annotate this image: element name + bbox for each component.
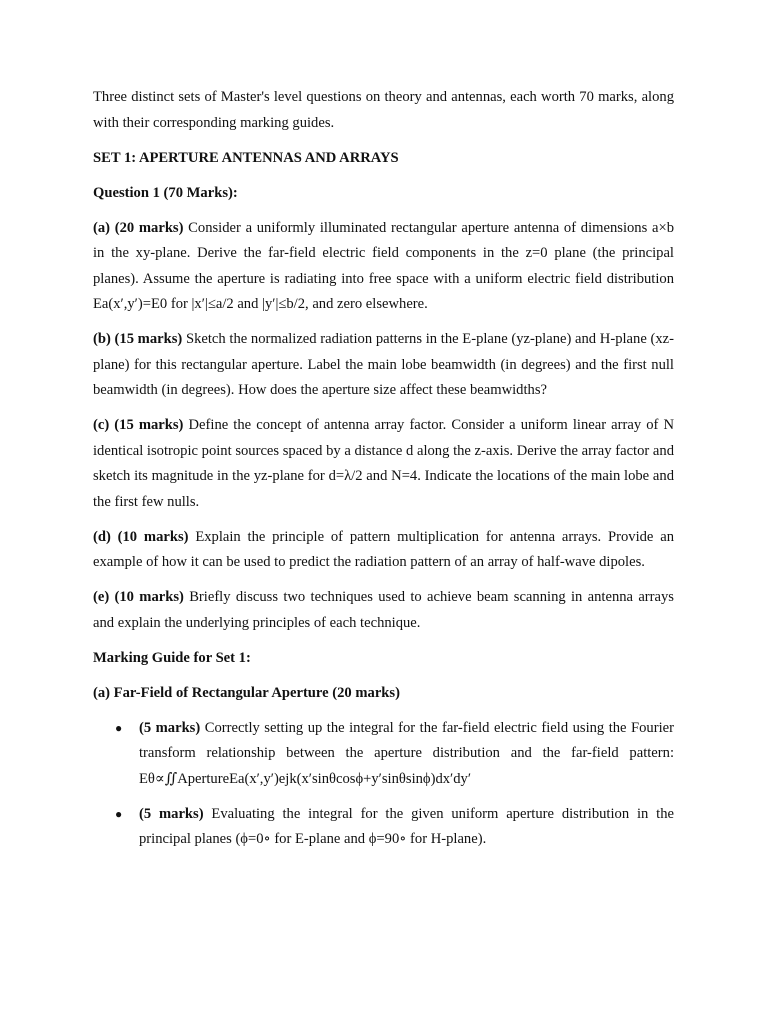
bullet-text: Evaluating the integral for the given uniform aperture distribution in the principal planes (ϕ=0∘ for E-plane and ϕ=90∘ for H-plane).: [139, 805, 674, 847]
part-label: (c) (15 marks): [93, 417, 184, 433]
part-label: (b) (15 marks): [93, 331, 183, 347]
bullet-icon: ●: [115, 720, 123, 735]
question-part-e: [93, 585, 674, 636]
part-label: (a) (20 marks): [93, 219, 184, 236]
marking-guide-title: Marking Guide for Set 1:: [93, 649, 251, 666]
list-item: [93, 802, 674, 853]
question-part-b: [93, 327, 674, 404]
part-text: Sketch the normalized radiation patterns in the E-plane (yz-plane) and H-plane (xz-plane) for this rectangular aperture. Label the main lobe beamwidth (in degrees) and the first null beamwidth (in degrees). How does the aperture size affect these beamwidths?: [93, 331, 674, 398]
intro-paragraph: Three distinct sets of Master's level questions on theory and antennas, each worth 70 marks, along with their corresponding marking guides.: [93, 89, 674, 131]
question-part-c: [93, 413, 674, 515]
part-label: (d) (10 marks): [93, 528, 189, 545]
bullet-label: (5 marks): [139, 719, 201, 736]
part-text: Define the concept of antenna array factor. Consider a uniform linear array of N identical isotropic point sources spaced by a distance d along the z-axis. Derive the array factor and sketch its magnitude in the yz-plane for d=λ/2 and N=4. Indicate the locations of the main lobe and the first few nulls.: [93, 417, 674, 510]
set-title: SET 1: APERTURE ANTENNAS AND ARRAYS: [93, 149, 399, 166]
part-text: Explain the principle of pattern multiplication for antenna arrays. Provide an example of how it can be used to predict the radiation pattern of an array of half-wave dipoles.: [93, 528, 674, 570]
document-page: [93, 85, 674, 862]
bullet-label: (5 marks): [139, 805, 204, 822]
question-title: Question 1 (70 Marks):: [93, 184, 238, 201]
bullet-icon: ●: [115, 806, 123, 821]
list-item: [93, 716, 674, 793]
question-part-a: [93, 216, 674, 318]
part-text: Briefly discuss two techniques used to achieve beam scanning in antenna arrays and explain the underlying principles of each technique.: [93, 589, 674, 631]
part-label: (e) (10 marks): [93, 589, 184, 605]
marking-subsection-title: (a) Far-Field of Rectangular Aperture (20 marks): [93, 684, 400, 701]
marking-bullet-list: [93, 716, 674, 853]
part-text: Consider a uniformly illuminated rectangular aperture antenna of dimensions a×b in the xy-plane. Derive the far-field electric field components in the z=0 plane (the principal planes). Assume the aperture is radiating into free space with a uniform electric field distribution Ea(x′,y′)=E0 for |x′|≤a/2 and |y′|≤b/2, and zero elsewhere.: [93, 219, 674, 312]
question-part-d: [93, 525, 674, 576]
bullet-text: Correctly setting up the integral for the far-field electric field using the Fourier transform relationship between the aperture distribution and the far-field pattern: Eθ∝∬ApertureEa(x′,y′)ejk(x′sinθcosϕ+y′sinθsinϕ)dx′dy′: [139, 719, 674, 787]
